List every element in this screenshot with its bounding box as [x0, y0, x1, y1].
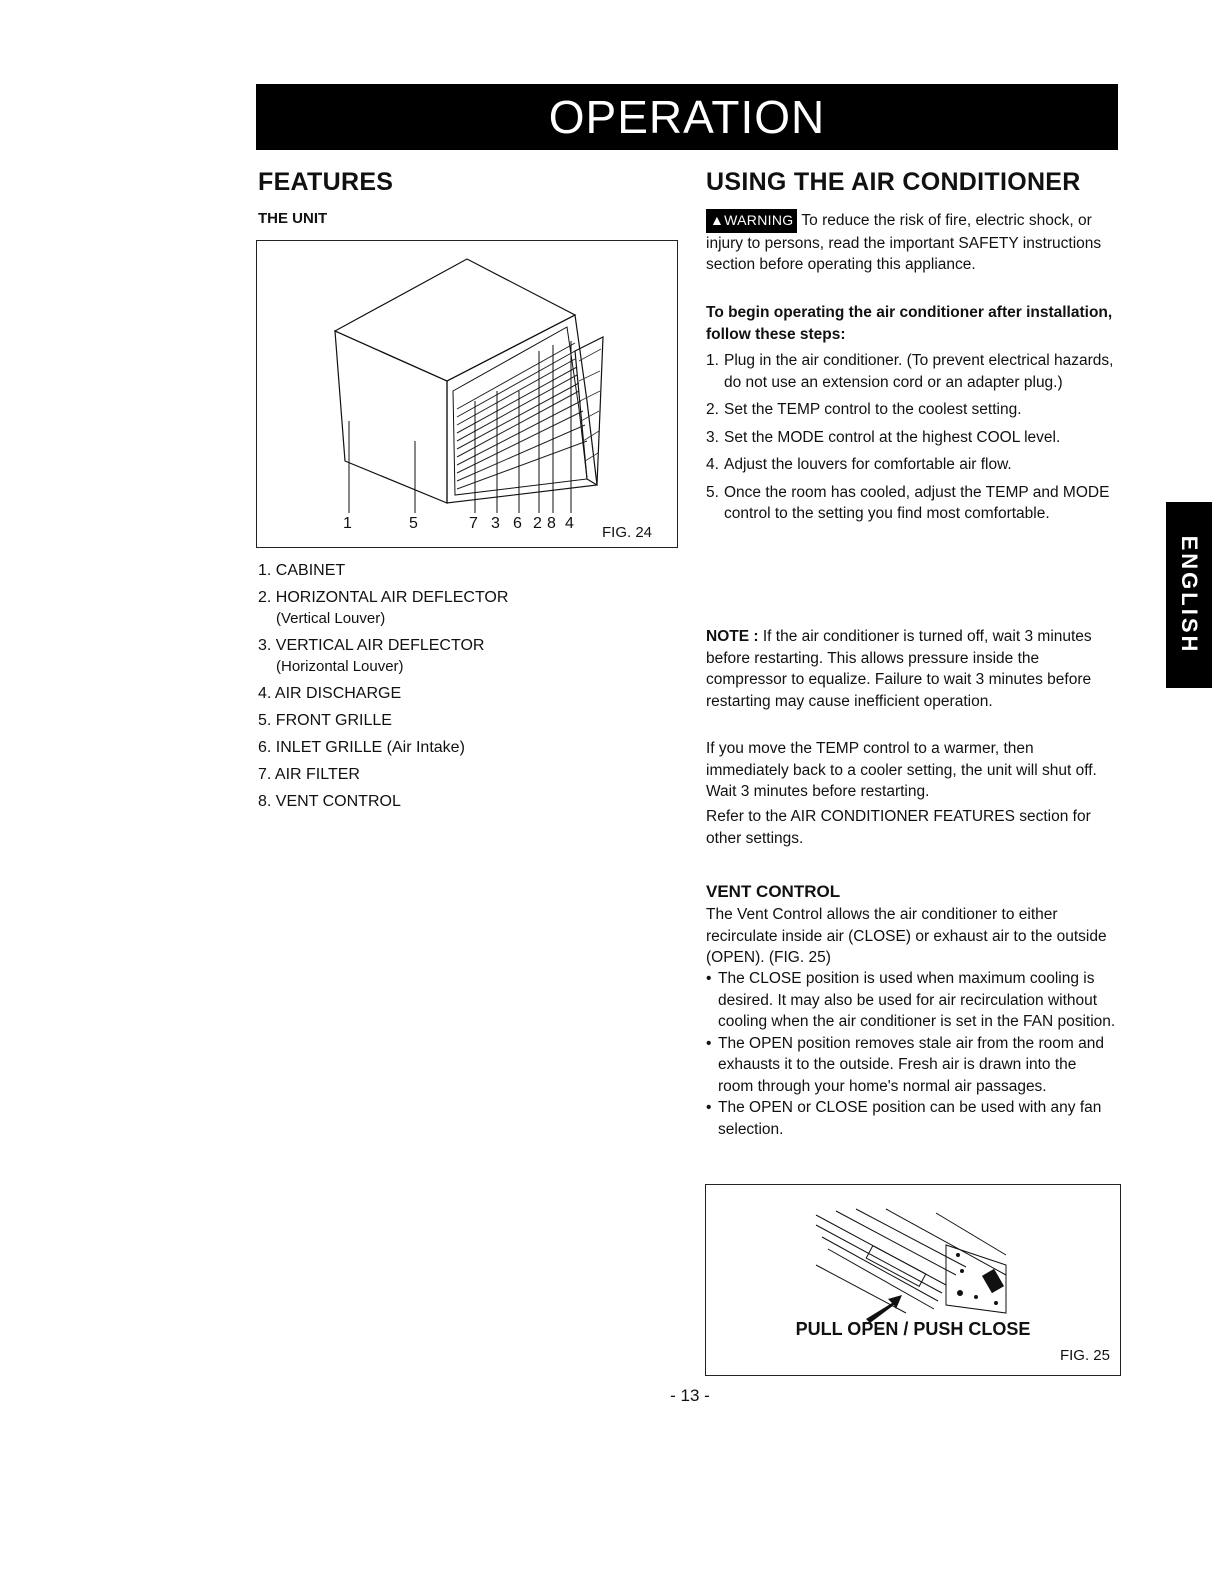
warning-paragraph: ▲WARNING To reduce the risk of fire, electric shock, or injury to persons, read the important SAFETY instructions section before operating this appliance. [706, 209, 1116, 276]
callout-1: 1 [343, 515, 352, 532]
air-conditioner-illustration [257, 241, 677, 547]
list-item: • The CLOSE position is used when maximum cooling is desired. It may also be used for air recirculation without cooling when the air conditioner is set in the FAN position. [706, 970, 1116, 1030]
list-item: 4. Adjust the louvers for comfortable air flow. [706, 456, 1012, 473]
figure-24-frame [256, 240, 678, 548]
vent-lever-illustration [706, 1185, 1120, 1325]
note-label: NOTE : [706, 628, 759, 645]
note-paragraph: NOTE : If the air conditioner is turned off, wait 3 minutes before restarting. This allows pressure inside the compressor to equalize. Failure to wait 3 minutes before restarting may cause inefficient operation. [706, 628, 1092, 710]
vent-bullets [706, 968, 1116, 1140]
warning-badge: ▲WARNING [706, 209, 797, 233]
list-item: 5. FRONT GRILLE [258, 712, 392, 729]
language-tab-label: ENGLISH [1177, 535, 1202, 655]
unit-subheading: THE UNIT [258, 210, 328, 227]
refer-paragraph: Refer to the AIR CONDITIONER FEATURES section for other settings. [706, 808, 1091, 847]
list-item: • The OPEN or CLOSE position can be used with any fan selection. [706, 1099, 1102, 1138]
list-item: • The OPEN position removes stale air from the room and exhausts it to the outside. Fresh air is drawn into the room through your home's normal air passages. [706, 1034, 1104, 1095]
list-item: 5. Once the room has cooled, adjust the TEMP and MODE control to the setting you find most comfortable. [706, 483, 1110, 522]
warning-triangle-icon: ▲ [710, 212, 725, 228]
figure-24-label: FIG. 24 [602, 524, 653, 541]
features-heading: FEATURES [258, 168, 394, 196]
list-item: 1. Plug in the air conditioner. (To prevent electrical hazards, do not use an extension cord or an adapter plug.) [706, 352, 1114, 391]
section-banner: OPERATION [256, 84, 1118, 150]
vent-intro: The Vent Control allows the air conditioner to either recirculate inside air (CLOSE) or exhaust air to the outside (OPEN). (FIG. 25) [706, 906, 1107, 966]
list-item: 6. INLET GRILLE (Air Intake) [258, 739, 465, 756]
using-heading: USING THE AIR CONDITIONER [706, 168, 1081, 196]
figure-25-frame [705, 1184, 1121, 1376]
list-item: 8. VENT CONTROL [258, 793, 401, 810]
callout-3: 3 [491, 515, 500, 532]
list-item: 2. Set the TEMP control to the coolest setting. [706, 401, 1022, 418]
callout-5: 5 [409, 515, 418, 532]
callout-8: 8 [547, 515, 556, 532]
vent-heading: VENT CONTROL [706, 882, 841, 901]
list-item: 7. AIR FILTER [258, 766, 360, 783]
steps-intro: To begin operating the air conditioner after installation, follow these steps: [706, 304, 1113, 343]
callout-6: 6 [513, 515, 522, 532]
callout-2: 2 [533, 515, 542, 532]
list-item: 2. HORIZONTAL AIR DEFLECTOR (Vertical Louver) [258, 589, 509, 627]
list-item: 3. VERTICAL AIR DEFLECTOR (Horizontal Louver) [258, 637, 485, 675]
list-item: 1. CABINET [258, 562, 346, 579]
list-item: 4. AIR DISCHARGE [258, 685, 402, 702]
callout-7: 7 [469, 515, 478, 532]
figure-25-label: FIG. 25 [1059, 1347, 1110, 1364]
parts-list [258, 560, 658, 818]
callout-4: 4 [565, 515, 574, 532]
page-number: - 13 - [670, 1386, 710, 1405]
temp-paragraph: If you move the TEMP control to a warmer, then immediately back to a cooler setting, the unit will shut off. Wait 3 minutes before restarting. [706, 740, 1097, 800]
list-item: 3. Set the MODE control at the highest COOL level. [706, 428, 1061, 446]
figure-25-caption: PULL OPEN / PUSH CLOSE [795, 1319, 1031, 1339]
operating-steps [706, 350, 1116, 531]
language-tab [1166, 502, 1212, 688]
